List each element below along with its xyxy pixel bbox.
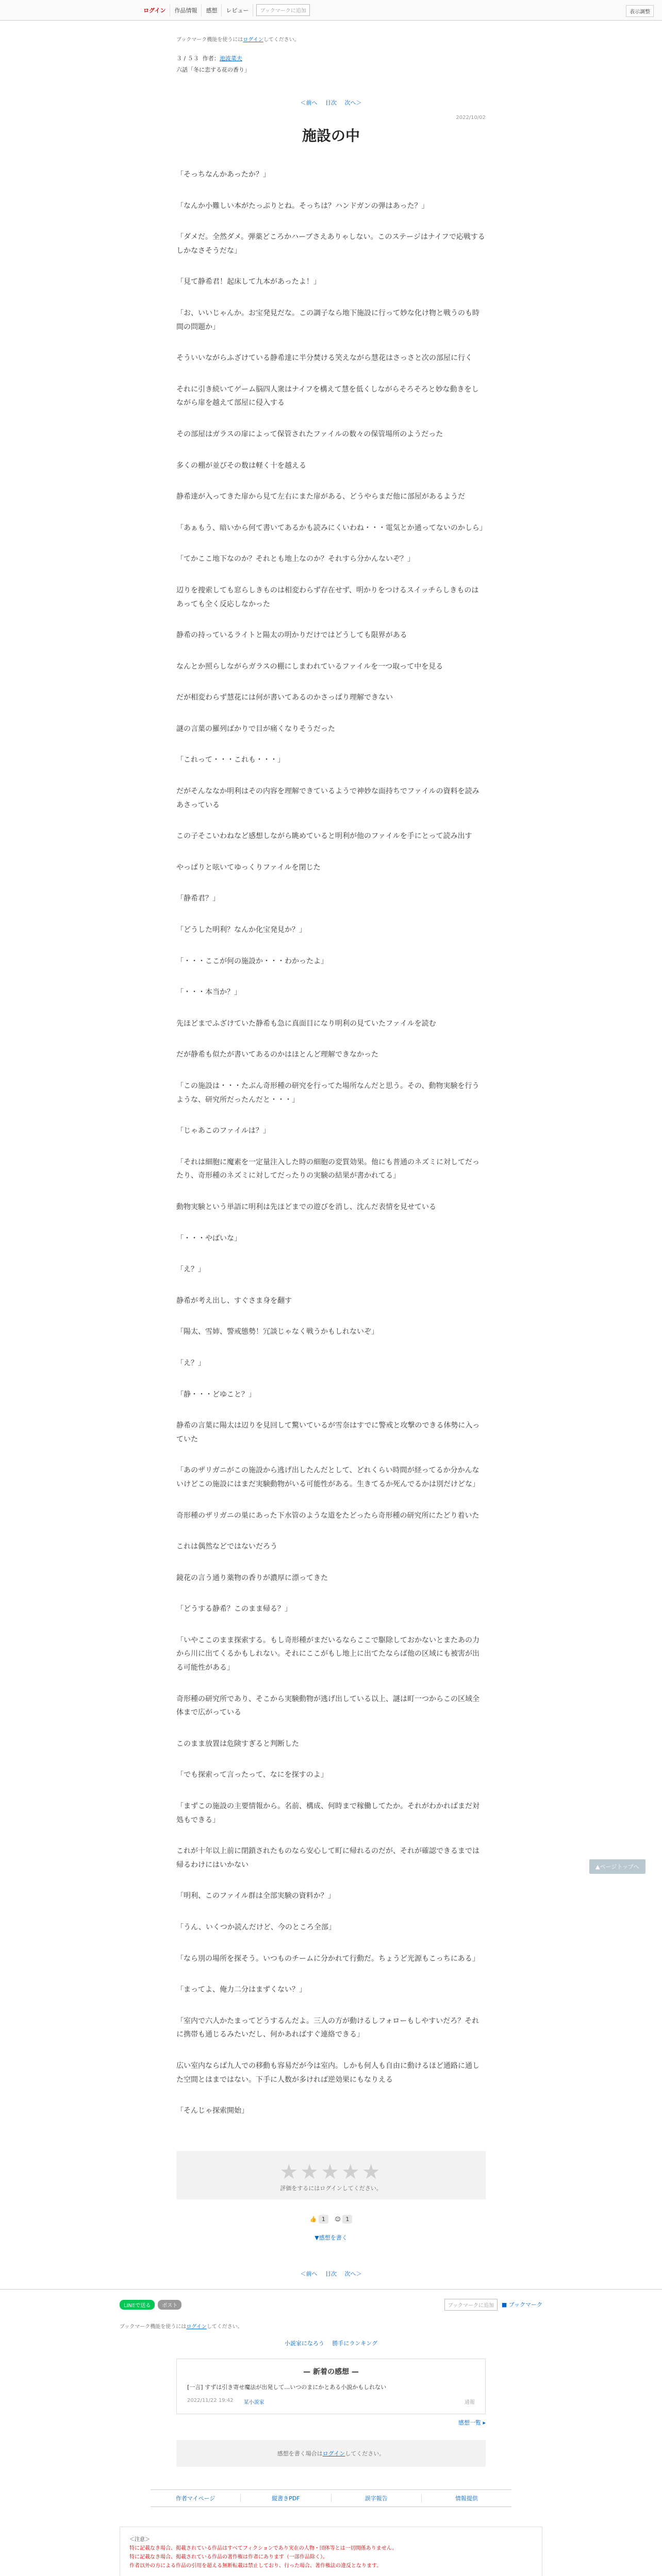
rating-note: 評価をするにはログインしてください。: [280, 2184, 382, 2192]
rating-box: [176, 2151, 486, 2199]
novel-paragraph: 「あぁもう、暗いから何て書いてあるかも読みにくいわね・・・電気とか通ってないのかしら」: [176, 523, 487, 532]
novel-paragraph: 「え？」: [176, 1265, 205, 1274]
smile-icon: 😊: [335, 2215, 341, 2223]
bookmark-button[interactable]: ■ ブックマーク: [501, 2301, 542, 2309]
novel-paragraph: 「これって・・・これも・・・」: [176, 756, 285, 765]
novel-paragraph: 「そっちなんかあったか？」: [176, 171, 270, 179]
next-link-bottom[interactable]: 次へ＞: [344, 2270, 362, 2277]
typo-report-link[interactable]: 誤字報告: [332, 2494, 422, 2502]
top-nav: [139, 4, 310, 16]
feedback-date: 2022/11/22 19:42: [187, 2398, 234, 2404]
ranking-links: [0, 2339, 662, 2347]
novel-paragraph: これは偶然などではないだろう: [176, 1543, 277, 1551]
novel-paragraph: 「そんじゃ探索開始」: [176, 2107, 249, 2115]
thumb-reaction[interactable]: [310, 2216, 328, 2223]
page-top-button[interactable]: ▲ページトップへ: [589, 1859, 646, 1874]
write-text: 感想を書く場合は: [277, 2450, 323, 2458]
episode-count: ３ / ５３: [176, 55, 199, 62]
footer-notice-text: ブックマーク機能を使うには: [120, 2324, 187, 2330]
novel-paragraph: 「陽太、雪姉、警戒態勢！冗談じゃなく戦うかもしれないぞ」: [176, 1328, 378, 1336]
novel-paragraph: 静希が考え出し、すぐさま身を翻す: [176, 1296, 292, 1305]
report-link[interactable]: 通報: [465, 2400, 475, 2406]
novel-paragraph: 動物実験という単語に明利は先ほどまでの遊びを消し、沈んだ表情を見せている: [176, 1202, 436, 1211]
novel-paragraph: 先ほどまでふざけていた静希も急に真面目になり明利の見ていたファイルを読む: [176, 1019, 436, 1028]
novel-paragraph: 「・・・ここが何の施設か・・・わかったよ」: [176, 957, 328, 965]
work-info-link[interactable]: 作品情報: [170, 4, 202, 16]
caution-line: 作者以外の方による作品の引用を超える無断転載は禁止しており、行った場合、著作権法の違反となります。: [129, 2563, 382, 2569]
smile-reaction[interactable]: [335, 2216, 352, 2223]
login-link[interactable]: ログイン: [139, 4, 170, 16]
feedback-text: [一言] すずは引き寄せ魔法が出発して…いつのまにかとある小説かもしれない: [187, 2383, 387, 2391]
write-review-link[interactable]: ▼感想を書く: [315, 2234, 347, 2241]
novel-paragraph: 「いやここのまま探索する。もし奇形種がまだいるならここで駆除しておかないとまたあの力から川に出てくるかもしれない。それにここがもし地上に出てたならば他の区域にも被害が出る可能性がある」: [176, 1636, 479, 1672]
novel-paragraph: 「あのザリガニがこの施設から逃げ出したんだとして、どれくらい時間が経ってるか分かんないけどこの施設にはまだ実験動物がいる可能性がある。生きてるか死んでるかは別だけどな」: [176, 1466, 479, 1488]
novel-paragraph: 「お、いいじゃんか。お宝発見だな。この調子なら地下施設に行って妙な化け物と戦うのも時間の問題か」: [176, 309, 479, 331]
thumb-icon: 👍: [309, 2215, 317, 2223]
thumb-count: 1: [319, 2215, 328, 2224]
novel-paragraph: 「え？」: [176, 1359, 205, 1367]
vertical-pdf-link[interactable]: 縦書きPDF: [241, 2494, 331, 2502]
novel-paragraph: だが相変わらず慧花には何が書いてあるのかさっぱり理解できない: [176, 693, 393, 702]
write-login-link[interactable]: ログイン: [322, 2450, 345, 2458]
novel-paragraph: 「でも探索って言ったって、なにを探すのよ」: [176, 1771, 328, 1780]
novel-paragraph: このまま放置は危険すぎると判断した: [176, 1739, 299, 1748]
reactions: [176, 2215, 486, 2223]
novel-paragraph: 「じゃあこのファイルは？」: [176, 1127, 270, 1136]
toc-link[interactable]: 目次: [325, 99, 337, 106]
novel-paragraph: 謎の言葉の羅列ばかりで目が痛くなりそうだった: [176, 724, 335, 733]
novel-paragraph: 「室内で六人かたまってどうするんだよ。三人の方が動けるしフォローもしやすいだろ？それに携帯も通じるみたいだし、何かあればすぐ連絡できる」: [176, 2016, 479, 2039]
novel-paragraph: だが静希も似たが書いてあるのかはほとんど理解できなかった: [176, 1050, 378, 1059]
novel-paragraph: 「うん、いくつか読んだけど、今のところ全部」: [176, 1923, 336, 1931]
footer-notice-end: してください。: [206, 2324, 243, 2330]
chapter-title: 施設の中: [302, 127, 360, 144]
footer-login-link[interactable]: ログイン: [186, 2324, 207, 2330]
novel-paragraph: 奇形種のザリガニの巣にあった下水管のような道をたどったら奇形種の研究所にたどり着いた: [176, 1511, 479, 1520]
novel-paragraph: 「なら別の場所を探そう。いつものチームに分かれて行動だ。ちょうど光源もこっちにある」: [176, 1954, 479, 1963]
novel-paragraph: 「見て静希君！起床して九本があったよ！」: [176, 278, 321, 286]
novel-paragraph: それに引き続いてゲーム脳四人衆はナイフを構えて慧を低くしながらそろそろと妙な動きをしながら扉を越えて部屋に侵入する: [176, 385, 479, 408]
bookmark-add-box[interactable]: ブックマークに追加: [256, 4, 309, 16]
top-pager: [176, 98, 486, 107]
prev-link[interactable]: ＜前へ: [300, 99, 318, 106]
novel-paragraph: 奇形種の研究所であり、そこから実験動物が逃げ出している以上、謎は町一つからこの区域全体まで広がっている: [176, 1694, 479, 1717]
novel-paragraph: 静希の持っているライトと陽太の明かりだけではどうしても限界がある: [176, 631, 407, 640]
novel-paragraph: この子そこいわねなど感想しながら眺めていると明利が他のファイルを手にとって読み出す: [176, 832, 472, 841]
line-share-button[interactable]: LINEで送る: [120, 2300, 155, 2310]
novel-paragraph: 「まってよ、俺力二分はまずくない？」: [176, 1986, 306, 1994]
novel-paragraph: 鏡花の言う通り薬物の香りが濃厚に漂ってきた: [176, 1573, 328, 1582]
bottom-pager: [176, 2269, 486, 2278]
feedback-list-link[interactable]: 感想一覧 ▸: [458, 2419, 486, 2427]
feedback-footer: [187, 2398, 475, 2405]
info-provide-link[interactable]: 情報提供: [455, 2495, 478, 2502]
footer-login-notice: [120, 2322, 542, 2330]
caution-line: 特に記載なき場合、掲載されている作品はすべてフィクションであり実在の人物・団体等とは一切関係ありません。: [129, 2546, 398, 2552]
novel-paragraph: 「まずこの施設の主要情報から。名前、構成、何時まで稼働してたか。それがわかればまだ対処もできる」: [176, 1802, 479, 1824]
display-settings-button[interactable]: 表示調整: [626, 5, 654, 17]
novel-paragraph: 「なんか小難しい本がたっぷりとね。そっちは？ハンドガンの弾はあった？」: [176, 201, 429, 210]
novel-paragraph: 「てかここ地下なのか？それとも地上なのか？それすら分かんないぞ？」: [176, 555, 415, 564]
novel-paragraph: 「ダメだ。全然ダメ。弾薬どころかハーブさえありゃしない。このステージはナイフで応戦するしかなさそうだな」: [176, 233, 485, 255]
author-mypage-link[interactable]: 作者マイページ: [151, 2494, 241, 2502]
review-link[interactable]: レビュー: [222, 4, 253, 16]
caution-title: ＜注意＞: [129, 2537, 150, 2543]
write-feedback-box: [176, 2440, 486, 2467]
feedback-author[interactable]: 某小説家: [243, 2400, 264, 2406]
rating-stars[interactable]: ★★★★★: [279, 2160, 383, 2184]
novel-paragraph: 静希の言葉に陽太は辺りを見回して驚いているが雪奈はすでに警戒と攻撃のできる体勢に入っていた: [176, 1421, 480, 1444]
impressions-link[interactable]: 感想: [202, 4, 222, 16]
notice-text: ブックマーク機能を使うには: [176, 37, 243, 43]
top-navbar: [0, 0, 662, 21]
next-link[interactable]: 次へ＞: [344, 99, 362, 106]
novel-paragraph: 「どうした明利？なんか化宝発見か？」: [176, 926, 306, 935]
novel-paragraph: 静希達が入ってきた扉から見て左右にまた扉がある、どうやらまだ他に部屋があるようだ: [176, 493, 465, 501]
caution-line: 特に記載なき場合、掲載されている作品の著作権は作者にあります（一部作品除く）。: [129, 2554, 328, 2561]
novel-paragraph: 「・・・やばいな」: [176, 1234, 241, 1243]
novel-paragraph: 「この施設は・・・たぶん奇形種の研究を行ってた場所なんだと思う。その、動物実験を行うような、研究所だったんだと・・・」: [176, 1082, 479, 1104]
prev-link-bottom[interactable]: ＜前へ: [300, 2270, 318, 2277]
x-post-button[interactable]: ポスト: [158, 2300, 181, 2310]
novel-paragraph: 辺りを捜索しても窓らしきものは相変わらず存在せず、明かりをつけるスイッチらしきものはあっても全く反応しなかった: [176, 586, 479, 608]
smile-count: 1: [342, 2215, 352, 2224]
novel-body: [176, 168, 486, 2118]
write-text-end: してください。: [345, 2450, 385, 2458]
bookmark-add-box-bottom[interactable]: ブックマークに追加: [444, 2299, 498, 2311]
novel-paragraph: そういいながらふざけている静希達に半分焚ける笑えながら慧花はさっさと次の部屋に行く: [176, 354, 472, 363]
login-notice: [176, 35, 486, 43]
main-content: [176, 35, 486, 2278]
author-link[interactable]: 池波菜夫: [219, 55, 242, 62]
novel-paragraph: その部屋はガラスの扉によって保管されたファイルの数々の保管場所のようだった: [176, 430, 443, 438]
novel-paragraph: 「どうする静希？このまま帰る？」: [176, 1605, 292, 1614]
divider: [0, 2289, 662, 2290]
novel-paragraph: 「・・・本当か？」: [176, 988, 241, 997]
episode-meta: [176, 54, 486, 62]
toc-link-bottom[interactable]: 目次: [325, 2270, 337, 2277]
author-links: [151, 2489, 511, 2507]
novel-paragraph: なんとか照らしながらガラスの棚にしまわれているファイルを一つ取って中を見る: [176, 662, 443, 671]
caution-box: [120, 2527, 542, 2576]
share-bar: [120, 2299, 542, 2311]
novel-paragraph: 広い室内ならば九人での移動も容易だが今は室内。しかも何人も自由に動けるほど通路に通した空間とはまではない。下手に人数が多ければ逆効果にもなりえる: [176, 2061, 479, 2084]
author-label: 作者：: [202, 55, 220, 62]
novel-paragraph: 「明利、このファイル群は全部実験の資料か？」: [176, 1892, 335, 1901]
novel-paragraph: 「それは細胞に魔素を一定量注入した時の細胞の変質効果。他にも普通のネズミに対してだったり、奇形種のネズミに対してだったりの実験の結果が書かれてる」: [176, 1158, 479, 1180]
novel-paragraph: やっぱりと呟いてゆっくりファイルを閉じた: [176, 863, 321, 872]
series-title: 六話「冬に恋する花の香り」: [176, 66, 250, 73]
notice-text-end: してください。: [263, 37, 300, 43]
narou-link[interactable]: 小説家になろう: [284, 2340, 324, 2347]
novel-paragraph: これが十年以上前に閉鎖されたものなら安心して町に帰れるのだが、それが確認できるまでは帰るわけにはいかない: [176, 1847, 479, 1869]
novel-paragraph: 多くの棚が並びその数は軽く十を越える: [176, 461, 306, 470]
novel-paragraph: だがそんななか明利はその内容を理解できているようで神妙な面持ちでファイルの資料を読みあさっている: [176, 787, 479, 809]
novel-paragraph: 「静希君？」: [176, 894, 220, 903]
post-date: 2022/10/02: [456, 115, 486, 121]
latest-feedback: [176, 2359, 486, 2415]
novel-paragraph: 「静・・・どゆこと？」: [176, 1390, 256, 1399]
ranking-link[interactable]: 勝手にランキング: [332, 2340, 378, 2347]
notice-login-link[interactable]: ログイン: [243, 37, 263, 43]
feedback-header: — 新着の感想 —: [303, 2367, 359, 2376]
